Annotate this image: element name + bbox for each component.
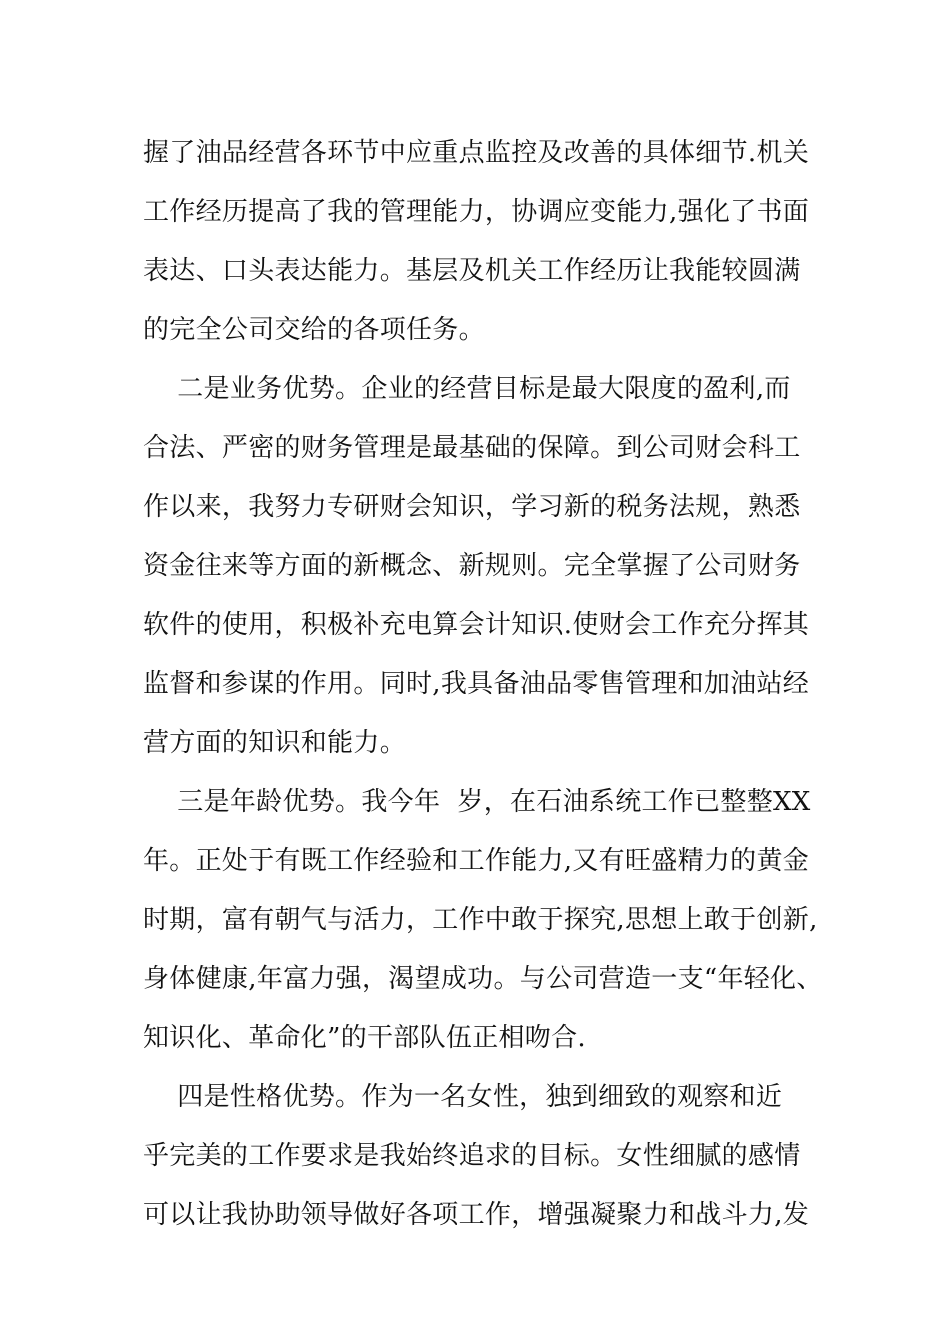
text-line: 作以来，我努力专研财会知识，学习新的税务法规，熟悉 <box>143 492 801 522</box>
body-text <box>143 124 823 1245</box>
text-line: 握了油品经营各环节中应重点监控及改善的具体细节.机关 <box>143 138 810 168</box>
text-line: 工作经历提高了我的管理能力，协调应变能力,强化了书面 <box>143 197 810 227</box>
text-line: 资金往来等方面的新概念、新规则。完全掌握了公司财务 <box>143 551 801 581</box>
text-line: 四是性格优势。作为一名女性，独到细致的观察和近 <box>143 1082 783 1112</box>
text-line: 年。正处于有既工作经验和工作能力,又有旺盛精力的黄金 <box>143 846 810 876</box>
text-line: 软件的使用，积极补充电算会计知识.使财会工作充分挥其 <box>143 610 810 640</box>
text-line: 合法、严密的财务管理是最基础的保障。到公司财会科工 <box>143 433 801 463</box>
text-line: 时期，富有朝气与活力，工作中敢于探究,思想上敢于创新, <box>143 905 818 935</box>
text-line: 可以让我协助领导做好各项工作，增强凝聚力和战斗力,发 <box>143 1200 810 1230</box>
text-line: 知识化、革命化”的干部队伍正相吻合. <box>143 1023 586 1053</box>
text-line: 二是业务优势。企业的经营目标是最大限度的盈利,而 <box>143 374 791 404</box>
text-line: 三是年龄优势。我今年 岁，在石油系统工作已整整XX <box>143 787 811 817</box>
text-line: 表达、口头表达能力。基层及机关工作经历让我能较圆满 <box>143 256 801 286</box>
text-line: 营方面的知识和能力。 <box>143 728 407 758</box>
text-line: 乎完美的工作要求是我始终追求的目标。女性细腻的感情 <box>143 1141 801 1171</box>
text-line: 的完全公司交给的各项任务。 <box>143 315 485 345</box>
text-line: 身体健康,年富力强，渴望成功。与公司营造一支“年轻化、 <box>143 964 823 994</box>
text-line: 监督和参谋的作用。同时,我具备油品零售管理和加油站经 <box>143 669 810 699</box>
